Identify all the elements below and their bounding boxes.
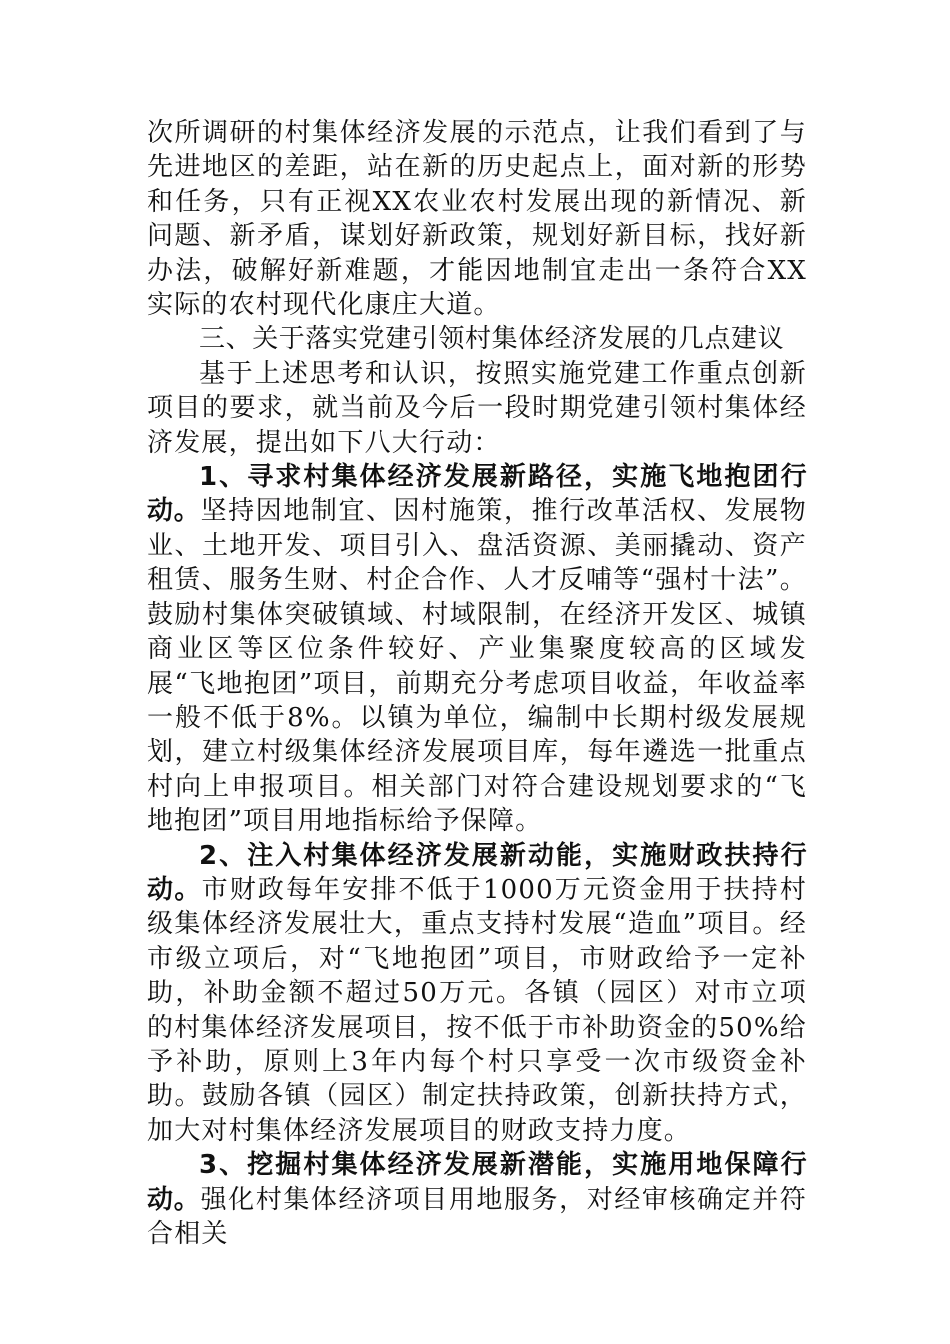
action-2-text: 市财政每年安排不低于1000万元资金用于扶持村级集体经济发展壮大，重点支持村发展“造血”项目。经市级立项后，对“飞地抱团”项目，市财政给予一定补助，补助金额不超过50万元。各镇（园区）对市立项的村集体经济发展项目，按不低于市补助资金的50%给予补助，原则上3年内每个村只享受一次市级资金补助。鼓励各镇（园区）制定扶持政策，创新扶持方式，加大对村集体经济发展项目的财政支持力度。	[147, 874, 807, 1146]
paragraph-intro-continuation: 次所调研的村集体经济发展的示范点，让我们看到了与先进地区的差距，站在新的历史起点上，面对新的形势和任务，只有正视XX农业农村发展出现的新情况、新问题、新矛盾，谋划好新政策，规划好新目标，找好新办法，破解好新难题，才能因地制宜走出一条符合XX实际的农村现代化康庄大道。	[147, 118, 807, 321]
action-2-title: 2、注入村集体经济发展新动能，实施财政扶持行动。	[147, 840, 807, 905]
paragraph-action-3	[147, 1148, 807, 1251]
action-3-text: 强化村集体经济项目用地服务，对经审核确定并符合相关	[147, 1184, 807, 1249]
document-body	[147, 116, 807, 1251]
paragraph-basis: 基于上述思考和认识，按照实施党建工作重点创新项目的要求，就当前及今后一段时期党建引领村集体经济发展，提出如下八大行动：	[147, 358, 807, 458]
paragraph-action-1	[147, 460, 807, 838]
action-1-text: 坚持因地制宜、因村施策，推行改革活权、发展物业、土地开发、项目引入、盘活资源、美丽撬动、资产租赁、服务生财、村企合作、人才反哺等“强村十法”。鼓励村集体突破镇域、村域限制，在经济开发区、城镇商业区等区位条件较好、产业集聚度较高的区域发展“飞地抱团”项目，前期充分考虑项目收益，年收益率一般不低于8%。以镇为单位，编制中长期村级发展规划，建立村级集体经济发展项目库，每年遴选一批重点村向上申报项目。相关部门对符合建设规划要求的“飞地抱团”项目用地指标给予保障。	[147, 496, 807, 837]
paragraph-action-2	[147, 839, 807, 1149]
action-3-title: 3、挖掘村集体经济发展新潜能，实施用地保障行动。	[147, 1150, 807, 1215]
section-heading-suggestions: 三、关于落实党建引领村集体经济发展的几点建议	[199, 324, 785, 355]
action-1-title: 1、寻求村集体经济发展新路径，实施飞地抱团行动。	[147, 462, 807, 527]
